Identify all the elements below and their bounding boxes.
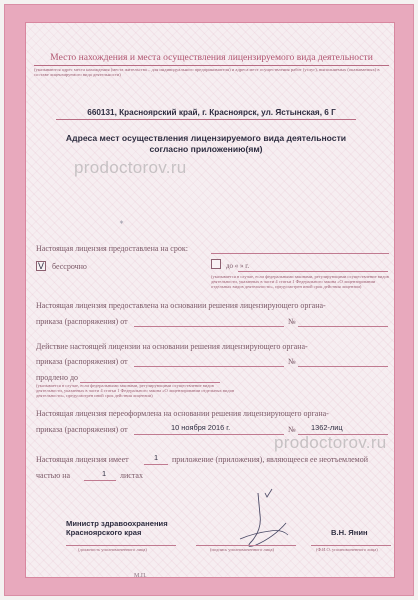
position-caption: (должность уполномоченного лица) (78, 547, 147, 552)
grant-date-rule (134, 326, 284, 327)
appendix-count: 1 (154, 453, 159, 462)
appendix-sheets: 1 (102, 469, 107, 478)
license-body (25, 22, 395, 578)
appendix-part1: Настоящая лицензия имеет (36, 455, 129, 464)
term-rule (211, 253, 389, 254)
extended-no: № (288, 357, 296, 366)
grant-number-rule (298, 326, 388, 327)
extended-line2: приказа (распоряжения) от (36, 357, 128, 366)
header-title: Место нахождения и места осуществления лицензируемого вида деятельности (50, 52, 373, 63)
license-sheet (4, 4, 414, 596)
header-rule (34, 65, 389, 66)
sign-caption: (подпись уполномоченного лица) (210, 547, 274, 552)
fio-rule (311, 545, 391, 546)
reissue-no: № (288, 425, 296, 434)
appendix-part3: частью на (36, 471, 71, 480)
until-note: (указывается в случае, если федеральными законами, регулирующими осуществление видов деятельности, указанных в части 4 статьи 1 Федерального закона «О лицензировании отдельных видов деятельности», предусмотрен иной срок действия лицензии) (211, 274, 389, 290)
reissue-line1: Настоящая лицензия переоформлена на основании решения лицензирующего органа- (36, 409, 329, 418)
signature-stroke (249, 493, 286, 546)
position-rule (66, 545, 176, 546)
signer-position (66, 519, 168, 537)
watermark-bottom: prodoctorov.ru (274, 433, 387, 452)
indefinite-checkbox[interactable] (36, 261, 46, 271)
reissue-line2: приказа (распоряжения) от (36, 425, 128, 434)
indefinite-label: бессрочно (52, 262, 87, 271)
faint-mark: ∗ (119, 220, 125, 226)
extended-number-rule (298, 366, 388, 367)
signer-position-line2: Красноярского края (66, 528, 142, 537)
checkmark (265, 489, 272, 497)
reissue-date-rule (134, 434, 284, 435)
extended-date-rule (134, 366, 284, 367)
reissue-number: 1362-лиц (311, 423, 343, 432)
sign-rule (196, 545, 296, 546)
term-label: Настоящая лицензия предоставлена на срок: (36, 244, 188, 253)
header-note: (указываются адрес места нахождения (места жительства – для индивидуального предпринимателя) и адреса мест осуществления работ (услуг), выполняемых (оказываемых) в составе лицензируемого вида деятельности) (34, 67, 380, 78)
until-label: до « » г. (226, 262, 250, 270)
until-checkbox[interactable] (211, 259, 221, 269)
grant-no: № (288, 317, 296, 326)
reissue-date: 10 ноября 2016 г. (171, 423, 231, 432)
extended-line1: Действие настоящей лицензии на основании решения лицензирующего органа- (36, 342, 308, 351)
indefinite-mark: V (38, 261, 45, 271)
grant-line1: Настоящая лицензия предоставлена на основании решения лицензирующего органа- (36, 301, 326, 310)
watermark-top: prodoctorov.ru (74, 158, 187, 177)
signer-position-line1: Министр здравоохранения (66, 519, 168, 528)
fio-caption: (Ф.И.О. уполномоченного лица) (316, 547, 378, 552)
address-text: 660131, Красноярский край, г. Красноярск, ул. Ястынская, 6 Г (87, 108, 336, 117)
until-rule (238, 271, 388, 272)
extended-note: (указывается в случае, если федеральными законами, регулирующими осуществление видов деятельности, указанных в части 4 статьи 1 Федерального закона «О лицензировании отдельных видов деятельности», предусмотрен иной срок действия лицензии) (36, 383, 235, 399)
signature-scribble (240, 531, 288, 540)
extended-prolonged: продлено до (36, 373, 79, 382)
appendix-count-rule (144, 464, 168, 465)
address-rule (56, 119, 356, 120)
grant-line2: приказа (распоряжения) от (36, 317, 128, 326)
appendix-part2: приложение (приложения), являющееся ее неотъемлемой (172, 455, 368, 464)
signer-name: В.Н. Янин (331, 528, 368, 537)
appendix-part4: листах (120, 471, 143, 480)
places-title: Адреса мест осуществления лицензируемого вида деятельности согласно приложению(ям) (65, 133, 347, 154)
appendix-sheets-rule (84, 480, 116, 481)
seal-place: М.П. (134, 573, 147, 579)
